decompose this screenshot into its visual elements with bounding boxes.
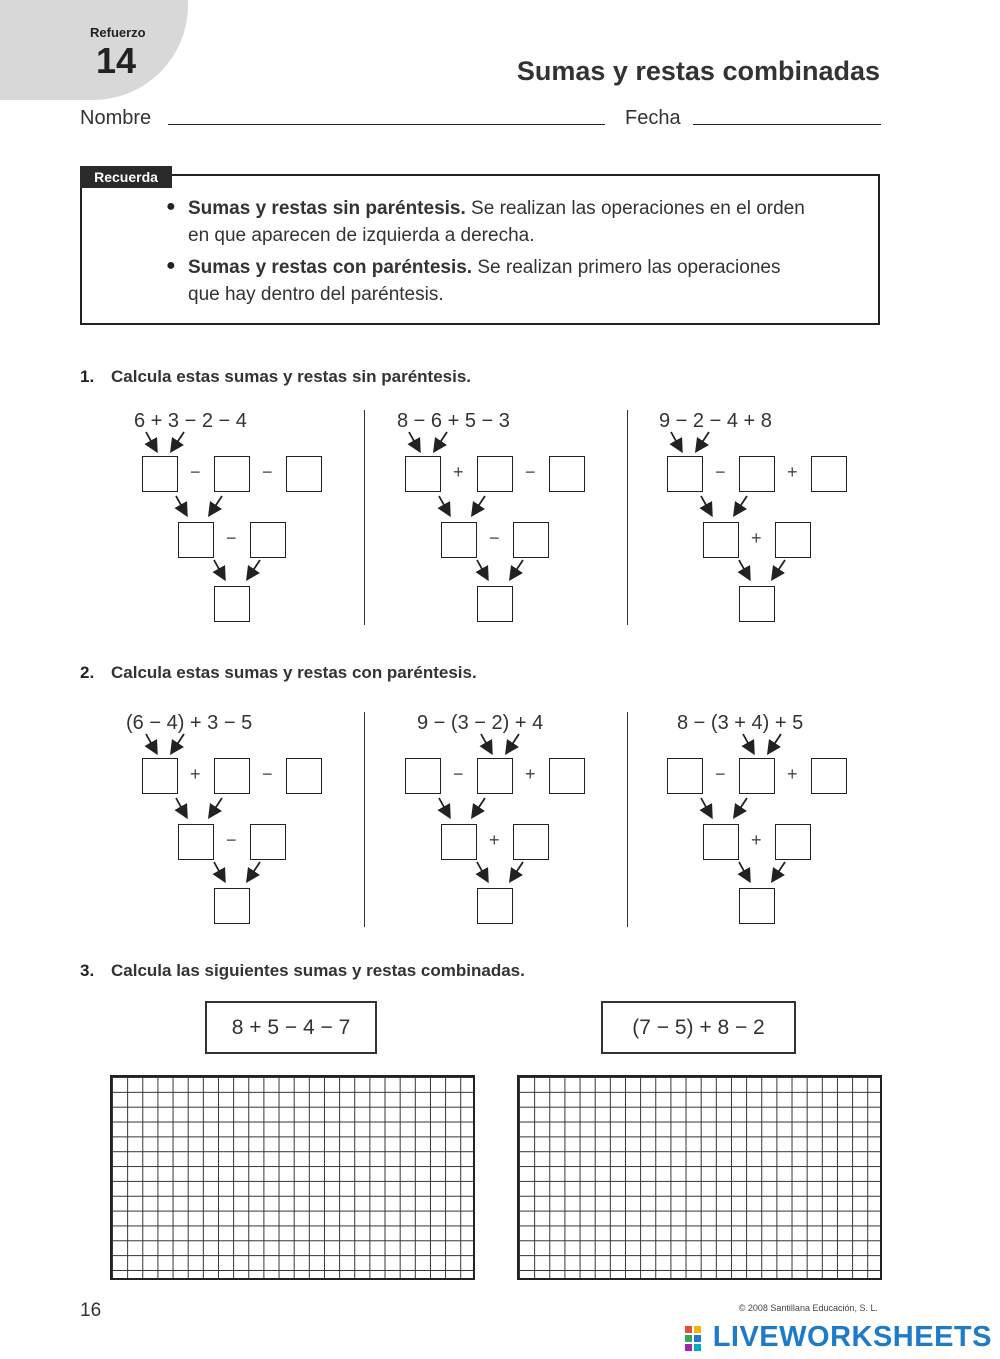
operator: −	[715, 462, 726, 482]
answer-box[interactable]	[775, 824, 811, 860]
recuerda-tag: Recuerda	[80, 166, 172, 188]
question-number: 1.	[80, 367, 95, 386]
answer-box[interactable]	[667, 456, 703, 492]
answer-box[interactable]	[214, 586, 250, 622]
expression: 6 + 3 − 2 − 4	[134, 410, 247, 432]
column-divider	[364, 712, 365, 927]
brand-logo[interactable]	[685, 1321, 992, 1354]
expression: (6 − 4) + 3 − 5	[126, 712, 253, 734]
operator: −	[262, 462, 273, 482]
copyright: © 2008 Santillana Educación, S. L.	[738, 1303, 878, 1313]
answer-box[interactable]	[214, 456, 250, 492]
bullet-icon: ●	[166, 257, 176, 274]
answer-box[interactable]	[703, 824, 739, 860]
answer-box[interactable]	[405, 758, 441, 794]
page-number: 16	[80, 1300, 102, 1321]
answer-box[interactable]	[513, 522, 549, 558]
answer-box[interactable]	[214, 888, 250, 924]
operator: +	[787, 462, 798, 482]
answer-box[interactable]	[250, 522, 286, 558]
answer-box[interactable]	[549, 758, 585, 794]
question-number: 3.	[80, 961, 95, 980]
answer-box[interactable]	[178, 824, 214, 860]
answer-box[interactable]	[142, 758, 178, 794]
answer-box[interactable]	[739, 456, 775, 492]
expression: 9 − 2 − 4 + 8	[659, 410, 772, 432]
work-grid[interactable]	[110, 1075, 475, 1280]
page-title: Sumas y restas combinadas	[516, 56, 880, 86]
expression: 9 − (3 − 2) + 4	[417, 712, 544, 734]
operator: +	[751, 830, 762, 850]
tab-number: 14	[96, 40, 137, 81]
question-text: Calcula las siguientes sumas y restas combinadas.	[111, 961, 525, 980]
operator: −	[226, 830, 237, 850]
name-field[interactable]	[168, 124, 605, 125]
answer-box[interactable]	[286, 758, 322, 794]
operator: −	[525, 462, 536, 482]
liveworksheets-logo-icon	[685, 1325, 711, 1351]
column-divider	[364, 410, 365, 625]
bullet-icon: ●	[166, 198, 176, 215]
recuerda-bullet-1: Sumas y restas sin paréntesis. Se realizan las operaciones en el orden en que aparecen de izquierda a derecha.	[188, 198, 805, 246]
answer-box[interactable]	[214, 758, 250, 794]
operator: +	[453, 462, 464, 482]
brand-text: LIVEWORKSHEETS	[712, 1321, 992, 1353]
answer-box[interactable]	[441, 824, 477, 860]
work-grid[interactable]	[517, 1075, 882, 1280]
operator: +	[525, 764, 536, 784]
operator: +	[190, 764, 201, 784]
expression-box: 8 + 5 − 4 − 7	[205, 1001, 377, 1054]
tree-2b	[405, 712, 595, 932]
answer-box[interactable]	[549, 456, 585, 492]
name-label: Nombre	[80, 107, 152, 129]
operator: −	[489, 528, 500, 548]
answer-box[interactable]	[513, 824, 549, 860]
answer-box[interactable]	[405, 456, 441, 492]
recuerda-bullet-2: Sumas y restas con paréntesis. Se realizan primero las operaciones que hay dentro del paréntesis.	[188, 257, 781, 305]
expression: 8 − (3 + 4) + 5	[677, 712, 804, 734]
tab-label: Refuerzo	[90, 25, 146, 40]
operator: −	[715, 764, 726, 784]
date-field[interactable]	[693, 124, 881, 125]
question-number: 2.	[80, 663, 95, 682]
tree-2a	[126, 712, 332, 932]
answer-box[interactable]	[477, 888, 513, 924]
operator: −	[262, 764, 273, 784]
operator: −	[190, 462, 201, 482]
question-text: Calcula estas sumas y restas sin paréntesis.	[111, 367, 472, 386]
expression-box: (7 − 5) + 8 − 2	[601, 1001, 796, 1054]
answer-box[interactable]	[811, 758, 847, 794]
answer-box[interactable]	[250, 824, 286, 860]
answer-box[interactable]	[739, 586, 775, 622]
answer-box[interactable]	[477, 758, 513, 794]
answer-box[interactable]	[142, 456, 178, 492]
tree-2c	[667, 712, 857, 932]
answer-box[interactable]	[286, 456, 322, 492]
operator: +	[489, 830, 500, 850]
answer-box[interactable]	[775, 522, 811, 558]
tree-1a	[134, 410, 332, 630]
operator: +	[751, 528, 762, 548]
operator: −	[226, 528, 237, 548]
date-label: Fecha	[625, 107, 681, 129]
operator: +	[787, 764, 798, 784]
answer-box[interactable]	[811, 456, 847, 492]
column-divider	[627, 712, 628, 927]
answer-box[interactable]	[441, 522, 477, 558]
header-tab	[0, 0, 188, 100]
answer-box[interactable]	[667, 758, 703, 794]
expression: 8 − 6 + 5 − 3	[397, 410, 510, 432]
answer-box[interactable]	[477, 586, 513, 622]
answer-box[interactable]	[178, 522, 214, 558]
answer-box[interactable]	[703, 522, 739, 558]
answer-box[interactable]	[739, 758, 775, 794]
tree-1b	[397, 410, 595, 630]
question-text: Calcula estas sumas y restas con paréntesis.	[111, 663, 477, 682]
answer-box[interactable]	[739, 888, 775, 924]
tree-1c	[659, 410, 857, 630]
operator: −	[453, 764, 464, 784]
answer-box[interactable]	[477, 456, 513, 492]
column-divider	[627, 410, 628, 625]
